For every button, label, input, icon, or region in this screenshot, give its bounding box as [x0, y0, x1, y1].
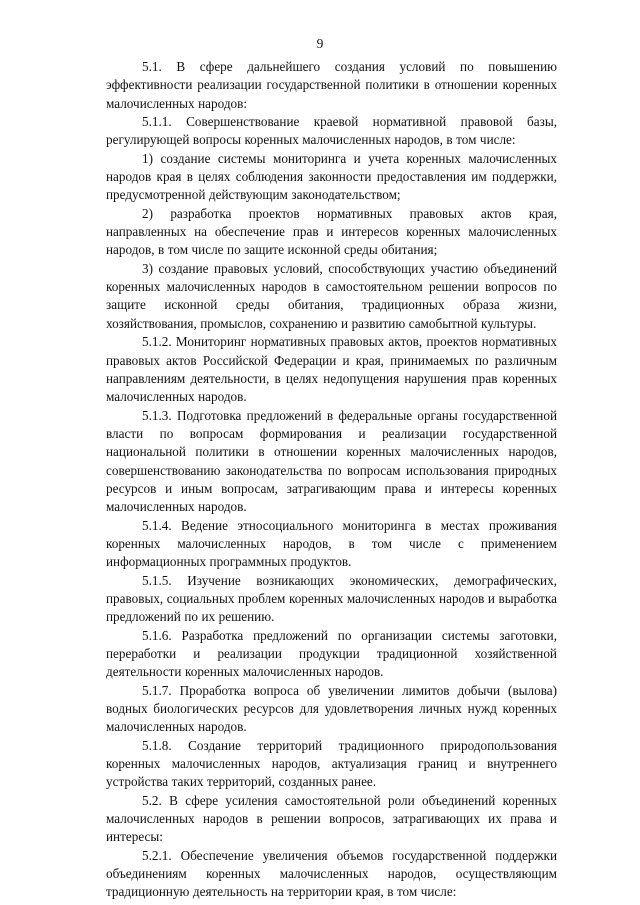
- paragraph-5-1-7: 5.1.7. Проработка вопроса об увеличении лимитов добычи (вылова) водных биологических ресурсов для удовлетворения личных нужд коренных малочисленных народов.: [106, 682, 557, 735]
- paragraph-5-2-1: 5.2.1. Обеспечение увеличения объемов государственной поддержки объединениям коренных малочисленных народов, осуществляющим традиционную деятельность на территории края, в том числе:: [106, 847, 557, 900]
- paragraph-5-1-6: 5.1.6. Разработка предложений по организации системы заготовки, переработки и реализации продукции традиционной хозяйственной деятельности коренных малочисленных народов.: [106, 627, 557, 680]
- paragraph-5-2: 5.2. В сфере усиления самостоятельной роли объединений коренных малочисленных народов в решении вопросов, затрагивающих их права и интересы:: [106, 792, 557, 845]
- list-item-3: 3) создание правовых условий, способствующих участию объединений коренных малочисленных народов в самостоятельном решении вопросов по защите исконной среды обитания, традиционных образа жизни, хозяйствования, промыслов, сохранению и развитию самобытной культуры.: [106, 260, 557, 331]
- paragraph-5-1-4: 5.1.4. Ведение этносоциального мониторинга в местах проживания коренных малочисленных народов, в том числе с применением информационных программных продуктов.: [106, 517, 557, 570]
- list-item-1: 1) создание системы мониторинга и учета коренных малочисленных народов края в целях соблюдения законности предоставления им поддержки, предусмотренной действующим законодательством;: [106, 150, 557, 203]
- document-body: [106, 58, 557, 902]
- paragraph-5-1-2: 5.1.2. Мониторинг нормативных правовых актов, проектов нормативных правовых актов Российской Федерации и края, принимаемых по различным направлениям деятельности, в целях недопущения нарушения прав коренных малочисленных народов.: [106, 334, 557, 405]
- page-number: 9: [316, 36, 324, 51]
- paragraph-5-1-1: 5.1.1. Совершенствование краевой нормативной правовой базы, регулирующей вопросы коренных малочисленных народов, в том числе:: [106, 114, 557, 148]
- paragraph-5-1-5: 5.1.5. Изучение возникающих экономических, демографических, правовых, социальных проблем коренных малочисленных народов и выработка предложений по их решению.: [106, 572, 557, 625]
- paragraph-5-1: 5.1. В сфере дальнейшего создания условий по повышению эффективности реализации государственной политики в отношении коренных малочисленных народов:: [106, 59, 557, 111]
- paragraph-5-1-3: 5.1.3. Подготовка предложений в федеральные органы государственной власти по вопросам формирования и реализации государственной национальной политики в отношении коренных малочисленных народов, совершенствованию законодательства по вопросам использования природных ресурсов и иным вопросам, затрагивающим права и интересы коренных малочисленных народов.: [106, 407, 557, 515]
- paragraph-5-1-8: 5.1.8. Создание территорий традиционного природопользования коренных малочисленных народов, актуализация границ и внутреннего устройства таких территорий, созданных ранее.: [106, 737, 557, 790]
- list-item-2: 2) разработка проектов нормативных правовых актов края, направленных на обеспечение прав и интересов коренных малочисленных народов, в том числе по защите исконной среды обитания;: [106, 205, 557, 258]
